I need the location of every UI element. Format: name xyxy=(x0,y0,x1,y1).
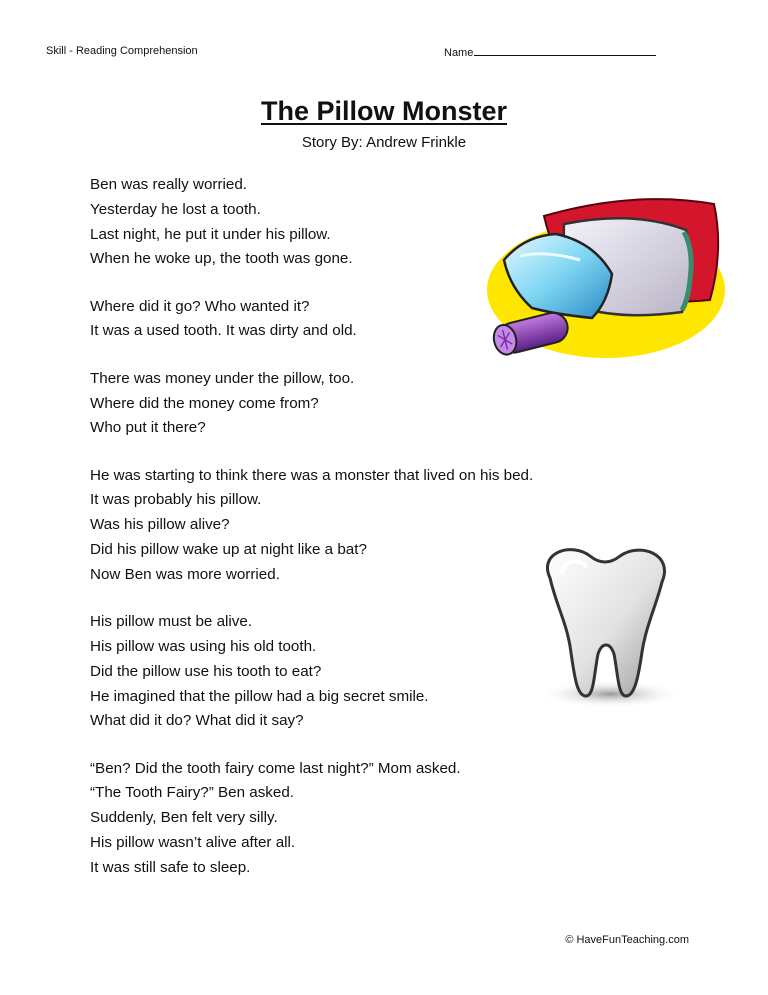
story-line: His pillow wasn’t alive after all. xyxy=(90,834,296,852)
name-blank-line xyxy=(474,45,656,56)
story-line: Suddenly, Ben felt very silly. xyxy=(90,809,278,827)
story-line: It was probably his pillow. xyxy=(90,491,262,509)
name-field xyxy=(444,45,656,59)
story-line: Now Ben was more worried. xyxy=(90,565,280,583)
tooth-illustration xyxy=(528,542,682,710)
story-line: It was still safe to sleep. xyxy=(90,858,251,876)
story-line: His pillow must be alive. xyxy=(90,613,253,631)
story-line: Did his pillow wake up at night like a bat? xyxy=(90,541,367,559)
story-line: Who put it there? xyxy=(90,419,206,437)
story-line: His pillow was using his old tooth. xyxy=(90,637,317,655)
story-line: Where did the money come from? xyxy=(90,394,319,412)
story-line: “The Tooth Fairy?” Ben asked. xyxy=(90,784,295,802)
story-line: It was a used tooth. It was dirty and old. xyxy=(90,322,357,340)
story-line: Last night, he put it under his pillow. xyxy=(90,225,331,243)
story-byline: Story By: Andrew Frinkle xyxy=(301,134,467,151)
story-title: The Pillow Monster xyxy=(260,96,508,126)
story-line: He was starting to think there was a monster that lived on his bed. xyxy=(90,466,534,484)
story-line: Yesterday he lost a tooth. xyxy=(90,200,261,218)
story-line: What did it do? What did it say? xyxy=(90,712,304,730)
story-line: Ben was really worried. xyxy=(90,176,247,193)
name-label: Name xyxy=(444,47,474,59)
story-line: There was money under the pillow, too. xyxy=(90,369,355,387)
copyright: © HaveFunTeaching.com xyxy=(565,934,689,946)
story-line: Was his pillow alive? xyxy=(90,516,230,534)
paragraph xyxy=(90,757,610,881)
story-line: Did the pillow use his tooth to eat? xyxy=(90,662,322,680)
story-line: He imagined that the pillow had a big secret smile. xyxy=(90,687,429,705)
story-line: “Ben? Did the tooth fairy come last night?” Mom asked. xyxy=(90,759,461,777)
story-line: Where did it go? Who wanted it? xyxy=(90,297,310,315)
paragraph xyxy=(90,367,610,441)
pillow-illustration xyxy=(484,190,728,360)
story-line: When he woke up, the tooth was gone. xyxy=(90,250,353,268)
skill-label: Skill - Reading Comprehension xyxy=(46,45,198,57)
